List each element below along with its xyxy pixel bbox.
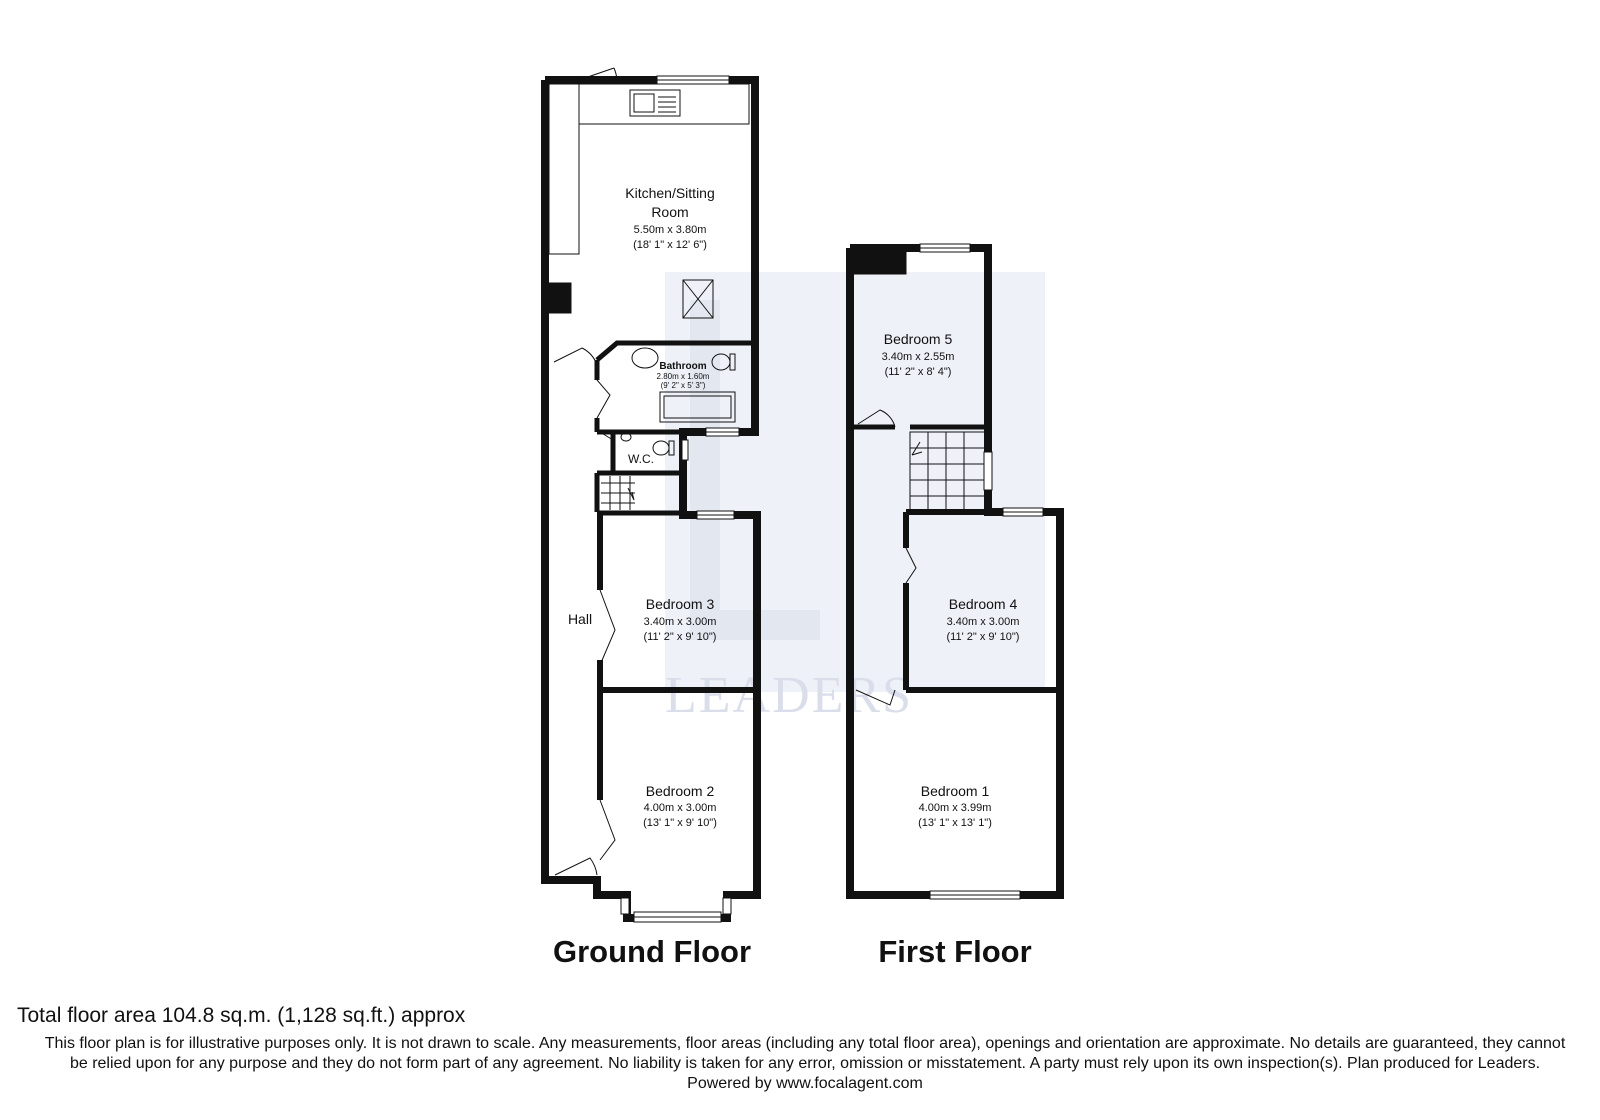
bedroom3-imperial: (11' 2" x 9' 10") bbox=[643, 631, 717, 643]
ground-floor-title: Ground Floor bbox=[552, 934, 752, 969]
bedroom2-door bbox=[600, 800, 615, 860]
kitchen-imperial: (18' 1" x 12' 6") bbox=[633, 239, 707, 251]
landing-window bbox=[984, 452, 992, 490]
bathroom-name: Bathroom bbox=[659, 361, 707, 372]
bedroom4-metric: 3.40m x 3.00m bbox=[946, 616, 1020, 628]
bedroom3-name: Bedroom 3 bbox=[645, 596, 715, 612]
bathroom-imperial: (9' 2" x 5' 3") bbox=[660, 381, 706, 390]
wc-name: W.C. bbox=[628, 452, 654, 466]
bedroom2-metric: 4.00m x 3.00m bbox=[643, 802, 717, 814]
ground-stairs bbox=[601, 476, 635, 510]
bedroom5-imperial: (11' 2" x 8' 4") bbox=[884, 366, 952, 378]
front-door bbox=[555, 858, 597, 875]
bedroom1-name: Bedroom 1 bbox=[920, 783, 990, 799]
bedroom1-metric: 4.00m x 3.99m bbox=[918, 802, 992, 814]
kitchen-door bbox=[554, 348, 597, 365]
bedroom5-name: Bedroom 5 bbox=[883, 331, 953, 347]
hall-name: Hall bbox=[567, 611, 593, 627]
kitchen-name-line2: Room bbox=[651, 204, 689, 220]
kitchen-name-line1: Kitchen/Sitting bbox=[625, 185, 715, 201]
bedroom2-imperial: (13' 1" x 9' 10") bbox=[643, 817, 717, 829]
basin-icon bbox=[632, 348, 658, 368]
disclaimer-text: This floor plan is for illustrative purposes only. It is not drawn to scale. Any measurements, floor areas (including any total floor area), openings and orientation are approximate. No details are guaranteed, they cannot be relied upon for any purpose and they do not form part of any agreement. No liability is taken for any error, omission or misstatement. A party must rely upon its own inspection(s). Plan produced for Leaders. Powered by www.focalagent.com bbox=[44, 1035, 1566, 1092]
total-floor-area: Total floor area 104.8 sq.m. (1,128 sq.ft.) approx bbox=[17, 1004, 466, 1027]
bedroom2-name: Bedroom 2 bbox=[645, 783, 715, 799]
chimney-breast-first bbox=[854, 252, 906, 274]
bedroom1-imperial: (13' 1" x 13' 1") bbox=[918, 817, 992, 829]
bedroom5-metric: 3.40m x 2.55m bbox=[881, 351, 955, 363]
first-floor-title: First Floor bbox=[878, 934, 1032, 969]
chimney-breast bbox=[549, 283, 571, 313]
bathroom-metric: 2.80m x 1.60m bbox=[656, 372, 710, 381]
watermark-text: LEADERS bbox=[665, 667, 913, 724]
bedroom3-metric: 3.40m x 3.00m bbox=[643, 616, 717, 628]
bedroom4-imperial: (11' 2" x 9' 10") bbox=[946, 631, 1020, 643]
bedroom4-name: Bedroom 4 bbox=[948, 596, 1018, 612]
bedroom3-door bbox=[600, 590, 615, 665]
bathroom-door bbox=[597, 380, 610, 418]
kitchen-metric: 5.50m x 3.80m bbox=[633, 224, 707, 236]
kitchen-counter bbox=[549, 84, 579, 254]
